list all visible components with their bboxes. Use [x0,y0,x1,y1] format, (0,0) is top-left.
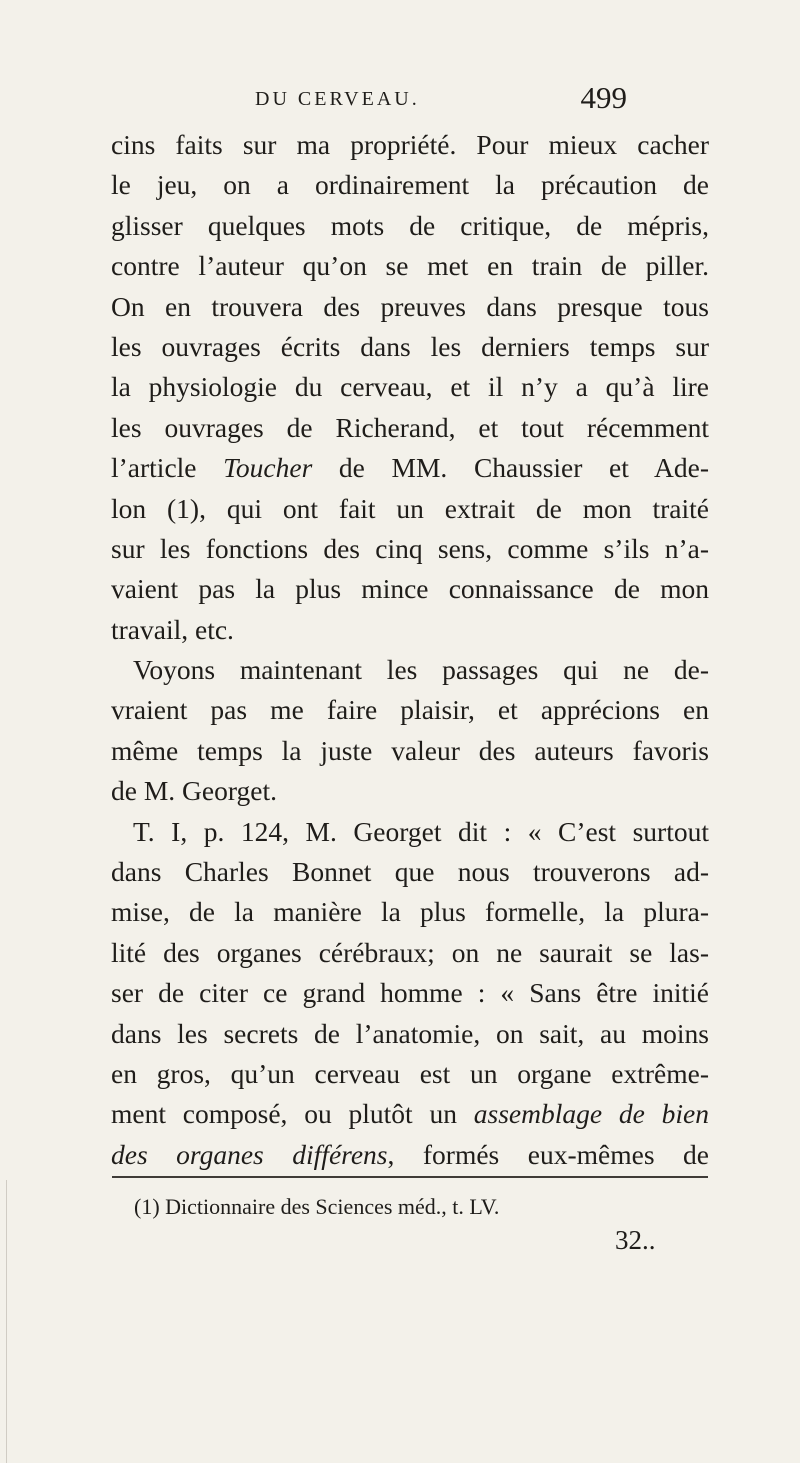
page-edge-mark [6,1180,7,1463]
italic-text-segment: des organes différens [111,1138,388,1170]
body-text [111,125,709,1175]
footnote: (1) Dictionnaire des Sciences méd., t. LV. [134,1194,500,1219]
text-line: Voyons maintenant les passages qui ne de- [133,654,709,686]
text-line: la physiologie du cerveau, et il n’y a qu’à lire [111,371,709,403]
text-segment: l’article [111,452,224,484]
text-line: On en trouvera des preuves dans presque tous [111,290,709,322]
text-line: même temps la juste valeur des auteurs favoris [111,734,709,766]
text-line: glisser quelques mots de critique, de mépris, [111,209,709,241]
text-line: travail, etc. [111,613,234,645]
footnote-divider [112,1176,708,1178]
text-line: dans les secrets de l’anatomie, on sait, au moins [111,1017,709,1049]
text-line [111,1135,709,1175]
italic-text-segment: assemblage de bien [473,1098,709,1130]
text-line: mise, de la manière la plus formelle, la plura- [111,896,709,928]
text-segment: de MM. Chaussier et Ade- [312,452,709,484]
text-line: contre l’auteur qu’on se met en train de piller. [111,250,709,282]
text-line: cins faits sur ma propriété. Pour mieux cacher [111,129,709,160]
text-line: sur les fonctions des cinq sens, comme s’ils n’a- [111,532,709,564]
italic-text-segment: Toucher [223,452,313,484]
text-segment: ment composé, ou plutôt un [111,1098,474,1130]
text-line: le jeu, on a ordinairement la précaution de [111,169,709,201]
text-line: les ouvrages écrits dans les derniers temps sur [111,330,709,362]
text-line: vaient pas la plus mince connaissance de mon [111,573,709,605]
page-header [255,80,635,120]
text-line: dans Charles Bonnet que nous trouverons ad- [111,856,709,888]
text-segment: , formés eux-mêmes de [387,1138,709,1170]
running-head: DU CERVEAU. [255,88,420,110]
printer-signature: 32.. [615,1225,656,1255]
text-line: de M. Georget. [111,775,277,807]
text-line: lon (1), qui ont fait un extrait de mon traité [111,492,709,524]
text-line [111,1094,709,1134]
text-line: ser de citer ce grand homme : « Sans être initié [111,977,709,1009]
text-line: vraient pas me faire plaisir, et apprécions en [111,694,709,726]
text-line: lité des organes cérébraux; on ne saurait se las- [111,936,709,968]
text-line: T. I, p. 124, M. Georget dit : « C’est surtout [133,815,709,847]
page-number: 499 [580,80,627,115]
text-line: les ouvrages de Richerand, et tout récemment [111,411,709,443]
text-line: en gros, qu’un cerveau est un organe extrême- [111,1057,709,1089]
text-line [111,448,709,488]
